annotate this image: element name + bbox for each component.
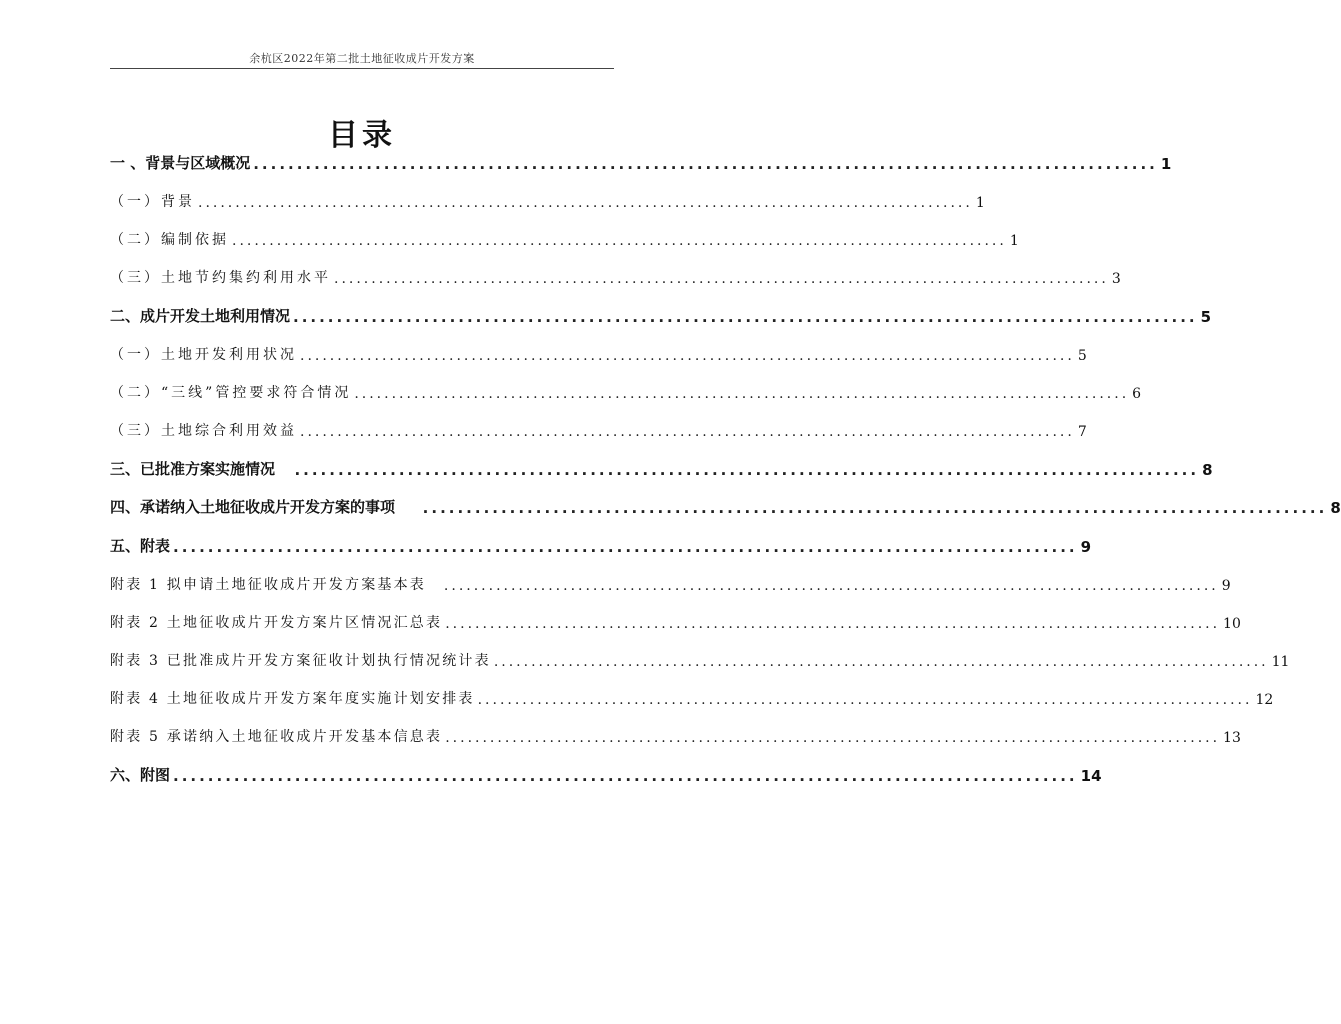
- toc-leader-dots: ........................................................................................................: [445, 730, 1221, 746]
- toc-entry-label: 附表 5 承诺纳入土地征收成片开发基本信息表: [110, 729, 443, 745]
- toc-page-number: 7: [1077, 424, 1087, 440]
- toc-leader-dots: ........................................................................................................: [253, 155, 1158, 173]
- toc-page-number: 5: [1200, 308, 1212, 326]
- toc-entry-appendix-4[interactable]: [110, 680, 1274, 708]
- toc-page-number: 9: [1080, 538, 1092, 556]
- toc-leader-dots: ........................................................................................................: [477, 692, 1253, 708]
- toc-entry-section-6[interactable]: [110, 757, 1102, 785]
- running-header: 余杭区2022年第二批土地征收成片开发方案: [249, 52, 475, 65]
- toc-leader-dots: ........................................................................................................: [278, 461, 1200, 479]
- toc-entry-label: 附表 1 拟申请土地征收成片开发方案基本表: [110, 577, 427, 593]
- toc-entry-label: 六、附图: [110, 766, 171, 784]
- toc-entry-label: 附表 3 已批准成片开发方案征收计划执行情况统计表: [110, 653, 491, 669]
- toc-entry-section-2[interactable]: [110, 298, 1212, 326]
- toc-entry-appendix-5[interactable]: [110, 718, 1241, 746]
- page-title: 目录: [328, 118, 396, 153]
- toc-page-number: 1: [1009, 233, 1019, 249]
- toc-entry-label: 四、承诺纳入土地征收成片开发方案的事项: [110, 498, 396, 516]
- toc-page-number: 12: [1255, 692, 1274, 708]
- toc-entry-section-5[interactable]: [110, 528, 1092, 556]
- toc-entry-label: 附表 4 土地征收成片开发方案年度实施计划安排表: [110, 691, 475, 707]
- toc-page-number: 10: [1223, 616, 1241, 632]
- toc-page-number: 6: [1132, 386, 1142, 402]
- toc-entry-section-1[interactable]: [110, 145, 1172, 173]
- toc-entry-2-3[interactable]: [110, 412, 1087, 440]
- toc-page-number: 11: [1271, 654, 1290, 670]
- toc-leader-dots: ........................................................................................................: [198, 195, 973, 211]
- toc-entry-section-4[interactable]: [110, 489, 1341, 517]
- toc-entry-label: （二）编制依据: [110, 232, 229, 248]
- toc-entry-section-3[interactable]: [110, 451, 1213, 479]
- toc-entry-label: （一）背景: [110, 194, 195, 210]
- header-rule: [110, 68, 614, 69]
- toc-leader-dots: ........................................................................................................: [232, 233, 1007, 249]
- toc-entry-label: 附表 2 土地征收成片开发方案片区情况汇总表: [110, 615, 443, 631]
- toc-page-number: 8: [1202, 461, 1213, 479]
- toc-entry-appendix-2[interactable]: [110, 604, 1241, 632]
- toc-page-number: 5: [1077, 348, 1087, 364]
- toc-leader-dots: ........................................................................................................: [334, 271, 1109, 287]
- toc-entry-1-2[interactable]: [110, 221, 1019, 249]
- toc-leader-dots: ........................................................................................................: [398, 499, 1328, 517]
- toc-entry-2-2[interactable]: [110, 374, 1142, 402]
- toc-leader-dots: ........................................................................................................: [173, 767, 1078, 785]
- toc-page-number: 1: [975, 195, 985, 211]
- toc-page-number: 8: [1330, 499, 1341, 517]
- toc-leader-dots: ........................................................................................................: [300, 424, 1075, 440]
- toc-entry-label: 五、附表: [110, 537, 171, 555]
- toc-page-number: 14: [1080, 767, 1102, 785]
- toc-leader-dots: ........................................................................................................: [293, 308, 1198, 326]
- toc-entry-label: 一 、背景与区域概况: [110, 154, 251, 172]
- toc-page-number: 13: [1223, 730, 1241, 746]
- toc-page-number: 9: [1221, 578, 1231, 594]
- toc-entry-1-1[interactable]: [110, 183, 985, 211]
- toc-entry-label: （三）土地综合利用效益: [110, 423, 297, 439]
- toc-leader-dots: ........................................................................................................: [445, 616, 1221, 632]
- toc-leader-dots: ........................................................................................................: [173, 538, 1078, 556]
- toc-entry-label: （一）土地开发利用状况: [110, 347, 297, 363]
- toc-entry-appendix-3[interactable]: [110, 642, 1290, 670]
- toc-entry-2-1[interactable]: [110, 336, 1087, 364]
- toc-entry-label: 二、成片开发土地利用情况: [110, 307, 291, 325]
- toc-entry-label: （三）土地节约集约利用水平: [110, 270, 331, 286]
- toc-leader-dots: ........................................................................................................: [493, 654, 1269, 670]
- toc-page-number: 1: [1160, 155, 1172, 173]
- toc-page-number: 3: [1111, 271, 1121, 287]
- toc-leader-dots: ........................................................................................................: [354, 386, 1130, 402]
- toc-entry-label: （二）“三线”管控要求符合情况: [110, 385, 352, 401]
- toc-leader-dots: ........................................................................................................: [300, 348, 1075, 364]
- toc-leader-dots: ........................................................................................................: [429, 578, 1219, 594]
- toc-entry-label: 三、已批准方案实施情况: [110, 460, 276, 478]
- toc-entry-1-3[interactable]: [110, 259, 1121, 287]
- toc-entry-appendix-1[interactable]: [110, 566, 1231, 594]
